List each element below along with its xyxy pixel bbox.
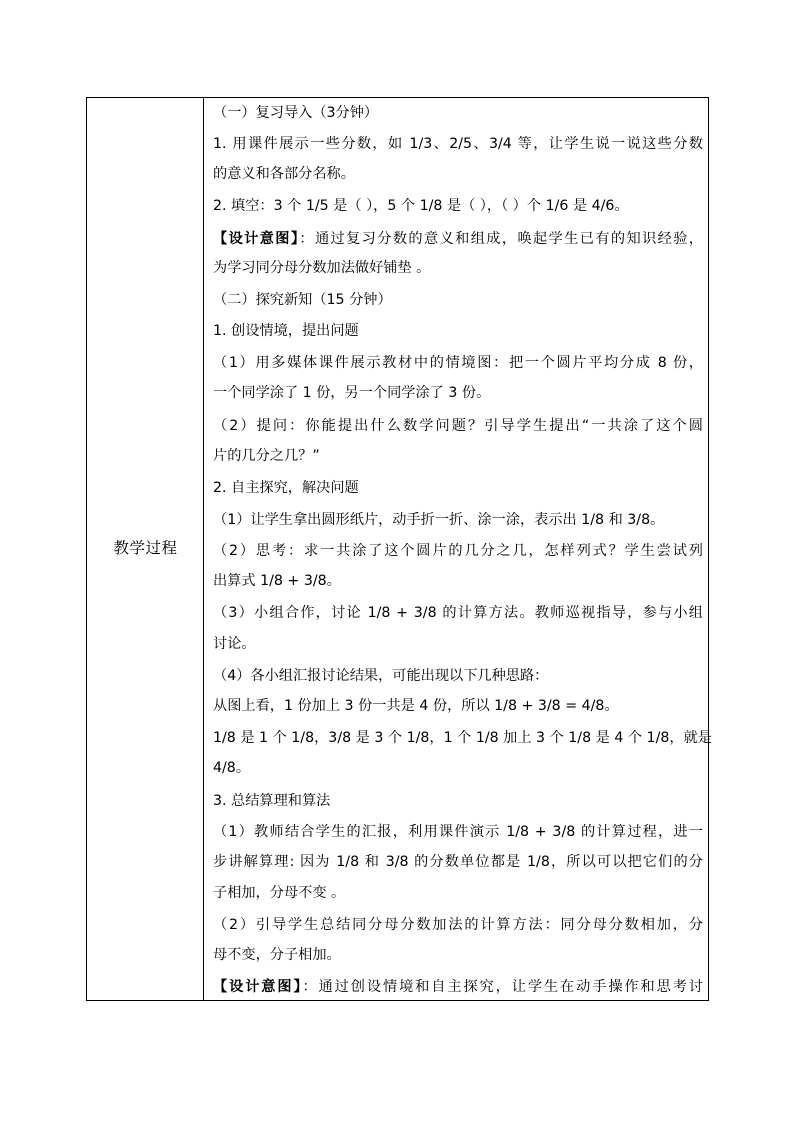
paragraph-line: （1）用多媒体课件展示教材中的情境图：把一个圆片平均分成 8 份， bbox=[213, 355, 703, 371]
paragraph-line: 讨论。 bbox=[213, 636, 256, 652]
paragraph-line: 从图上看，1 份加上 3 份一共是 4 份，所以 1/8 + 3/8 = 4/8。 bbox=[213, 698, 619, 714]
section-heading-review: （一）复习导入（3分钟） bbox=[213, 105, 379, 121]
paragraph-line: （1）让学生拿出圆形纸片，动手折一折、涂一涂，表示出 1/8 和 3/8。 bbox=[213, 512, 665, 528]
section-heading-explore: （二）探究新知（15 分钟） bbox=[213, 292, 392, 308]
paragraph-line: 1. 创设情境，提出问题 bbox=[213, 323, 359, 339]
paragraph-line: 为学习同分母分数加法做好铺垫 。 bbox=[213, 260, 431, 276]
paragraph-line: （3）小组合作，讨论 1/8 + 3/8 的计算方法。教师巡视指导，参与小组 bbox=[213, 605, 703, 621]
paragraph-line: 2. 自主探究，解决问题 bbox=[213, 480, 359, 496]
paragraph-line: （2）提问：你能提出什么数学问题？引导学生提出“一共涂了这个圆 bbox=[213, 418, 703, 434]
row-label-teaching-process: 教学过程 bbox=[113, 539, 178, 557]
paragraph-line: 母不变，分子相加。 bbox=[213, 947, 341, 963]
paragraph-line: 3. 总结算理和算法 bbox=[213, 793, 331, 809]
paragraph-line: （1）教师结合学生的汇报，利用课件演示 1/8 + 3/8 的计算过程，进一 bbox=[213, 824, 703, 840]
row-label-cell bbox=[87, 98, 204, 1000]
paragraph-line: 的意义和各部分名称。 bbox=[213, 166, 355, 182]
paragraph-line: 1/8 是 1 个 1/8，3/8 是 3 个 1/8，1 个 1/8 加上 3 个 1/8 是 4 个 1/8，就是 bbox=[213, 730, 712, 746]
paragraph-line: 一个同学涂了 1 份，另一个同学涂了 3 份。 bbox=[213, 385, 491, 401]
paragraph-line: 2. 填空：3 个 1/5 是（ ），5 个 1/8 是（ ），（ ）个 1/6 是 4/6。 bbox=[213, 198, 629, 214]
design-intent-line: 【设计意图】：通过复习分数的意义和组成，唤起学生已有的知识经验， bbox=[213, 231, 703, 247]
design-intent-line: 【设计意图】：通过创设情境和自主探究，让学生在动手操作和思考讨 bbox=[213, 979, 703, 995]
paragraph-line: 步讲解算理: 因为 1/8 和 3/8 的分数单位都是 1/8，所以可以把它们的分 bbox=[213, 854, 703, 870]
paragraph-line: 子相加，分母不变 。 bbox=[213, 885, 346, 901]
paragraph-line: （2）引导学生总结同分母分数加法的计算方法：同分母分数相加，分 bbox=[213, 917, 703, 933]
lesson-plan-table bbox=[86, 97, 712, 1001]
paragraph-line: （2）思考：求一共涂了这个圆片的几分之几，怎样列式？学生尝试列 bbox=[213, 543, 703, 559]
paragraph-line: 片的几分之几？” bbox=[213, 448, 320, 464]
paragraph-line: 1. 用课件展示一些分数，如 1/3、2/5、3/4 等，让学生说一说这些分数 bbox=[213, 136, 703, 152]
content-cell bbox=[204, 98, 712, 1000]
paragraph-line: 出算式 1/8 + 3/8。 bbox=[213, 573, 341, 589]
design-intent-marker: 【设计意图】 bbox=[213, 231, 300, 247]
design-intent-marker: 【设计意图】 bbox=[213, 979, 303, 995]
paragraph-line: 4/8。 bbox=[213, 760, 251, 776]
paragraph-line: （4）各小组汇报讨论结果，可能出现以下几种思路： bbox=[213, 668, 549, 684]
